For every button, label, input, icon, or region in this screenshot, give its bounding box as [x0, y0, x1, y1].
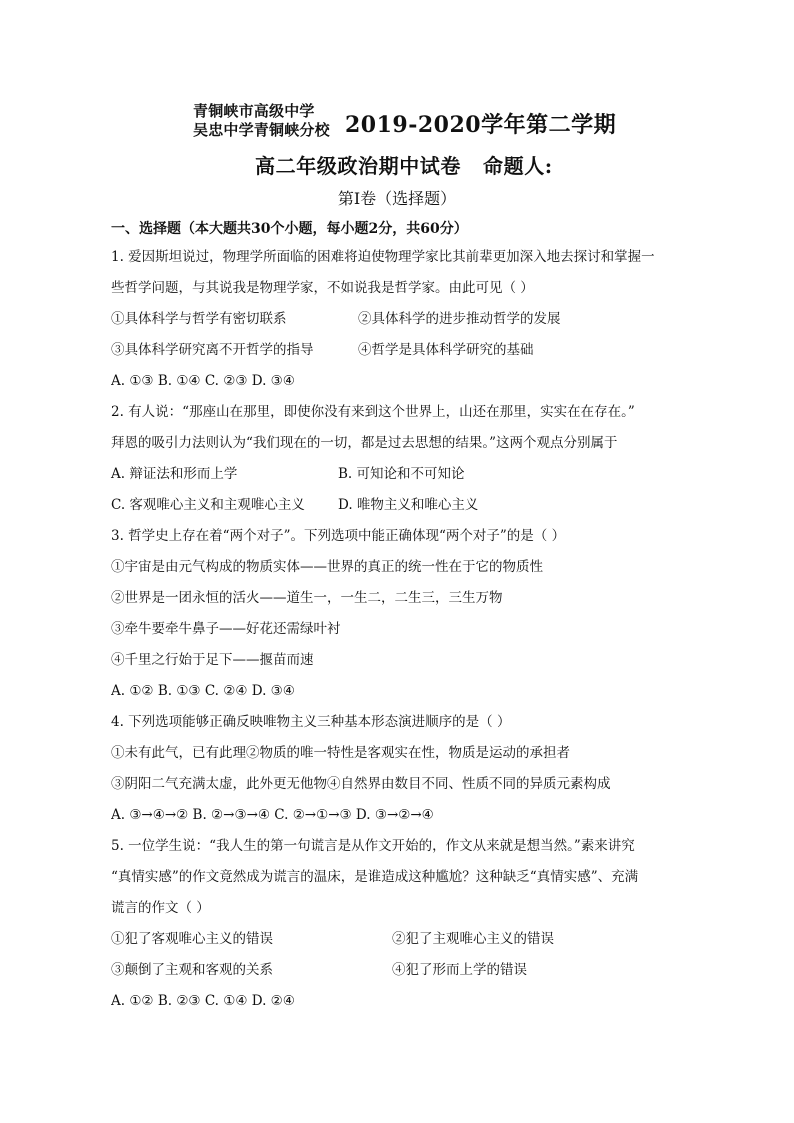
question-stem-line: ①未有此气，已有此理②物质的唯一特性是客观实在性，物质是运动的承担者 [111, 745, 570, 761]
option-b: B. 可知论和不可知论 [338, 466, 465, 482]
option-1: ①犯了客观唯心主义的错误 [111, 931, 273, 947]
question-stem-line: ③牵牛要牵牛鼻子——好花还需绿叶衬 [111, 621, 341, 637]
option-2: ②具体科学的进步推动哲学的发展 [358, 311, 561, 327]
answer-choices: A. ③→④→② B. ②→③→④ C. ②→①→③ D. ③→②→④ [111, 807, 434, 823]
question-stem-line: 谎言的作文（ ） [111, 900, 210, 916]
option-4: ④犯了形而上学的错误 [392, 962, 527, 978]
option-c: C. 客观唯心主义和主观唯心主义 [111, 497, 305, 513]
option-1: ①具体科学与哲学有密切联系 [111, 311, 287, 327]
option-3: ③颠倒了主观和客观的关系 [111, 962, 273, 978]
question-stem-line: ④千里之行始于足下——揠苗而速 [111, 652, 314, 668]
option-a: A. 辩证法和形而上学 [111, 466, 238, 482]
term-title: 2019-2020学年第二学期 [345, 112, 617, 138]
answer-choices: A. ①③ B. ①④ C. ②③ D. ③④ [111, 373, 295, 389]
exam-title: 高二年级政治期中试卷 [255, 154, 461, 178]
question-4 [111, 707, 691, 831]
school-name-1: 青铜峡市高级中学 [193, 102, 315, 120]
option-row [111, 955, 691, 986]
question-5 [111, 831, 691, 1017]
question-stem-line: 些哲学问题，与其说我是物理学家，不如说我是哲学家。由此可见（ ） [111, 280, 534, 296]
question-1 [111, 242, 691, 397]
school-name-2: 吴忠中学青铜峡分校 [193, 121, 330, 139]
question-stem-line: 3. 哲学史上存在着“两个对子”。下列选项中能正确体现“两个对子”的是（ ） [111, 528, 566, 544]
question-stem-line: 5. 一位学生说：“我人生的第一句谎言是从作文开始的，作文从来就是想当然。”素来讲究 [111, 838, 635, 854]
question-stem-line: “真情实感”的作文竟然成为谎言的温床，是谁造成这种尴尬？这种缺乏“真情实感”、充满 [111, 869, 639, 885]
question-stem-line: 1. 爱因斯坦说过，物理学所面临的困难将迫使物理学家比其前辈更加深入地去探讨和掌握一 [111, 249, 655, 265]
option-2: ②犯了主观唯心主义的错误 [392, 931, 554, 947]
question-stem-line: 拜恩的吸引力法则认为“我们现在的一切，都是过去思想的结果。”这两个观点分别属于 [111, 435, 618, 451]
question-stem-line: 2. 有人说：“那座山在那里，即使你没有来到这个世界上，山还在那里，实实在在存在。” [111, 404, 635, 420]
option-row [111, 335, 691, 366]
question-stem-line: ①宇宙是由元气构成的物质实体——世界的真正的统一性在于它的物质性 [111, 559, 543, 575]
author-label: 命题人: [483, 154, 553, 178]
option-4: ④哲学是具体科学研究的基础 [358, 342, 534, 358]
option-3: ③具体科学研究离不开哲学的指导 [111, 342, 314, 358]
volume-title: 第Ⅰ卷（选择题） [337, 189, 457, 208]
question-2 [111, 397, 691, 521]
school-names [193, 102, 330, 140]
question-stem-line: ③阴阳二气充满太虚，此外更无他物④自然界由数目不同、性质不同的异质元素构成 [111, 776, 611, 792]
question-stem-line: 4. 下列选项能够正确反映唯物主义三种基本形态演进顺序的是（ ） [111, 714, 511, 730]
option-row [111, 459, 691, 490]
option-row [111, 304, 691, 335]
question-stem-line: ②世界是一团永恒的活火——道生一，一生二，二生三，三生万物 [111, 590, 503, 606]
option-row [111, 490, 691, 521]
answer-choices: A. ①② B. ①③ C. ②④ D. ③④ [111, 683, 295, 699]
section-title: 一、选择题（本大题共30个小题，每小题2分，共60分） [111, 221, 468, 237]
question-3 [111, 521, 691, 707]
option-row [111, 924, 691, 955]
answer-choices: A. ①② B. ②③ C. ①④ D. ②④ [111, 993, 295, 1009]
option-d: D. 唯物主义和唯心主义 [338, 497, 479, 513]
